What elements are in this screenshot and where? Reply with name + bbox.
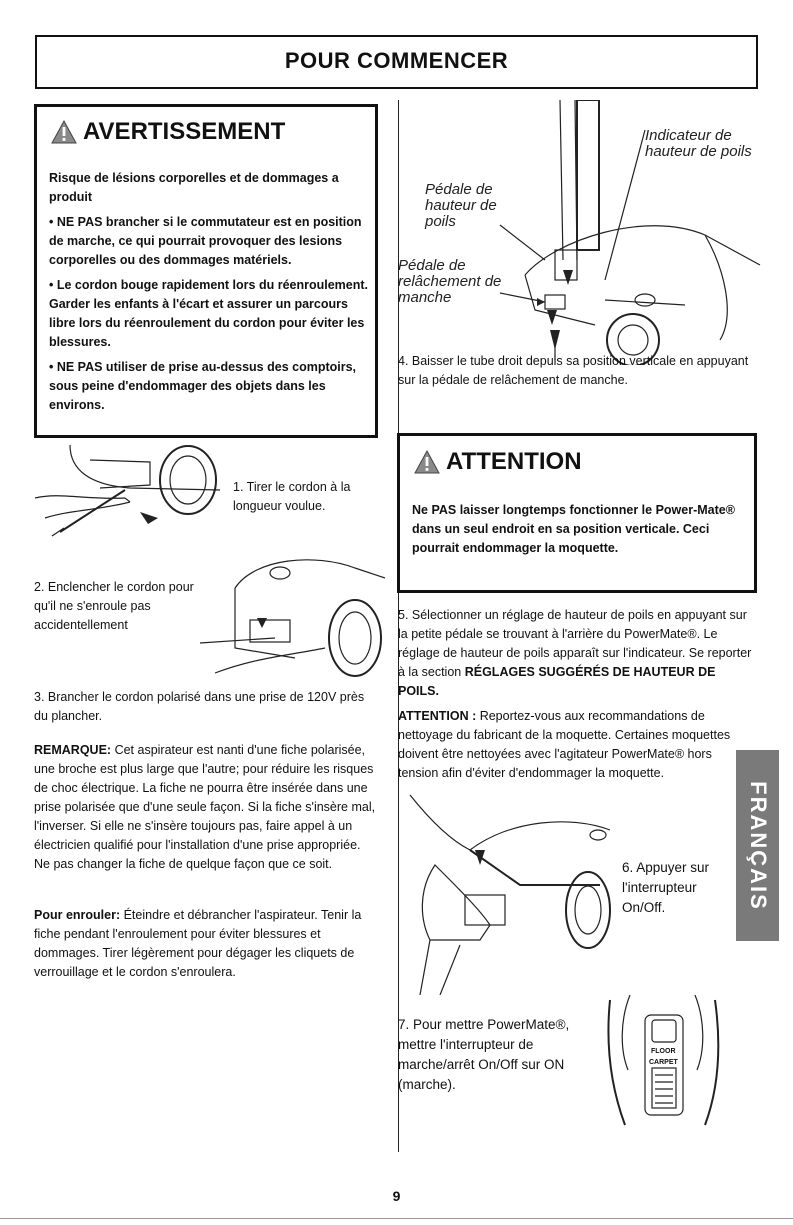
warning-item-1: • NE PAS brancher si le commutateur est en position de marche, ce qui pourrait provoquer des lesions corporelles ou des dommages matériels. xyxy=(49,215,362,267)
page-title: POUR COMMENCER xyxy=(284,48,509,73)
page-number: 9 xyxy=(392,1188,401,1204)
attention-box xyxy=(397,433,757,593)
language-tab-label: FRANÇAIS xyxy=(745,780,771,911)
warning-heading xyxy=(51,118,285,146)
warning-body xyxy=(49,169,369,421)
language-tab xyxy=(736,750,779,941)
attention-note-label: ATTENTION : xyxy=(398,709,477,723)
step-5 xyxy=(398,606,758,701)
cord-latch-illustration xyxy=(195,548,390,688)
enrouler-note xyxy=(34,906,378,982)
warning-icon xyxy=(414,450,440,474)
warning-box xyxy=(34,104,378,438)
step-4: 4. Baisser le tube droit depuis sa position verticale en appuyant sur la pédale de relâchement de manche. xyxy=(398,354,749,387)
attention-note xyxy=(398,707,738,783)
attention-text: Ne PAS laisser longtemps fonctionner le Power-Mate® dans un seul endroit en sa position verticale. Ceci pourrait endommager la moquette. xyxy=(412,503,735,555)
step-5-text: 5. Sélectionner un réglage de hauteur de poils en appuyant sur la petite pédale se trouvant à l'arrière du PowerMate®. Le réglage de hauteur de poils apparaît sur l'indicateur. Se reporter à la section xyxy=(398,608,752,679)
pull-cord-illustration xyxy=(30,440,230,550)
on-off-illustration xyxy=(400,790,620,995)
warning-intro: Risque de lésions corporelles et de dommages a produit xyxy=(49,171,339,204)
floor-label: FLOOR xyxy=(651,1048,676,1055)
step-7: 7. Pour mettre PowerMate®, mettre l'interrupteur de marche/arrêt On/Off sur ON (marche). xyxy=(398,1017,570,1092)
warning-title: AVERTISSEMENT xyxy=(83,118,286,145)
header-box xyxy=(35,35,758,89)
remarque-note xyxy=(34,741,378,874)
attention-note-text: Reportez-vous aux recommandations de nettoyage du fabricant de la moquette. Certaines moquettes doivent être nettoyées avec l'agitateur PowerMate® hors tension afin d'éviter d'endommager la moquette. xyxy=(398,709,731,780)
remarque-text: Cet aspirateur est nanti d'une fiche polarisée, une broche est plus large que l'autre; pour réduire les risques de choc électrique. La fiche ne pourra être insérée dans une prise polarisée que d'une seule façon. Si la fiche s'insère mal, l'inverser. Si elle ne s'insère toujours pas, faire appel à un électricien qualifié pour l'installation d'une prise appropriée. Ne pas changer la fiche de quelque façon que ce soit. xyxy=(34,743,376,871)
warning-icon xyxy=(51,120,77,144)
bottom-rule xyxy=(0,1218,793,1219)
attention-heading xyxy=(414,448,582,476)
step-6: 6. Appuyer sur l'interrupteur On/Off. xyxy=(622,860,710,915)
step-3: 3. Brancher le cordon polarisé dans une prise de 120V près du plancher. xyxy=(34,690,365,723)
warning-item-2: • Le cordon bouge rapidement lors du réenroulement. Garder les enfants à l'écart et assurer un parcours libre lors du réenroulement du cordon pour éviter les blessures. xyxy=(49,278,369,349)
remarque-label: REMARQUE: xyxy=(34,743,112,757)
step-5-ref: RÉGLAGES SUGGÉRÉS DE HAUTEUR DE POILS. xyxy=(398,665,716,698)
warning-item-3: • NE PAS utiliser de prise au-dessus des comptoirs, sous peine d'endommager des objets dans les environs. xyxy=(49,360,357,412)
label-indicateur: Indicateur de hauteur de poils xyxy=(645,127,752,160)
enrouler-text: Éteindre et débrancher l'aspirateur. Tenir la fiche pendant l'enroulement pour éviter blessures et dommages. Tirer légèrement pour dégager les cliquets de verrouillage et le cordon s'enroulera. xyxy=(34,908,362,979)
label-pedale-relachement: Pédale de relâchement de manche xyxy=(398,257,502,306)
label-pedale-hauteur: Pédale de hauteur de poils xyxy=(425,181,497,230)
attention-title: ATTENTION xyxy=(446,448,582,475)
carpet-label: CARPET xyxy=(649,1059,678,1066)
step-1: 1. Tirer le cordon à la longueur voulue. xyxy=(233,480,351,513)
step-2: 2. Enclencher le cordon pour qu'il ne s'enroule pas accidentellement xyxy=(34,580,194,632)
enrouler-label: Pour enrouler: xyxy=(34,908,121,922)
